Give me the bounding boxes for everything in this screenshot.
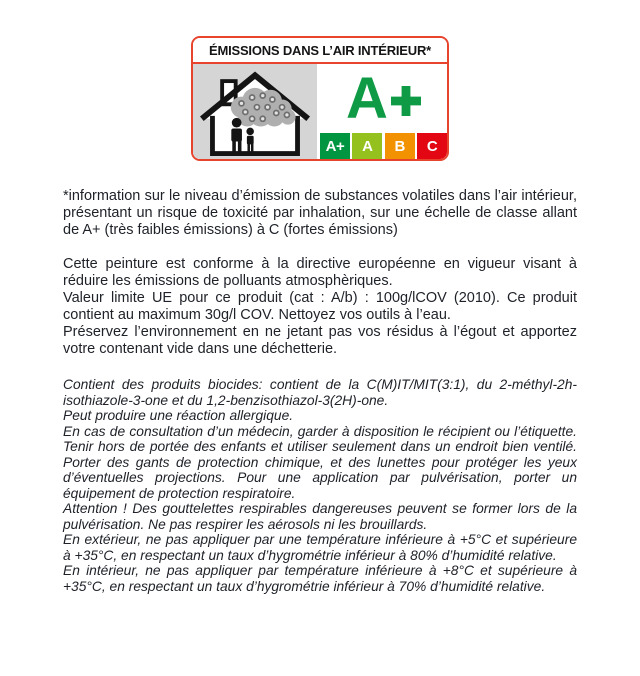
safety-paragraph: Attention ! Des gouttelettes respirables dangereuses peuvent se former lors de la pulvérisation. Ne pas respirer les aérosols ni les brouillards.: [63, 501, 577, 532]
label-title: ÉMISSIONS DANS L’AIR INTÉRIEUR*: [193, 38, 447, 64]
regulatory-paragraph: Valeur limite UE pour ce produit (cat : A/b) : 100g/lCOV (2010). Ce produit contient au maximum 30g/l COV. Nettoyez vos outils à l’eau.: [63, 290, 577, 323]
label-body: [193, 64, 447, 159]
regulatory-paragraph: Préservez l’environnement en ne jetant pas vos résidus à l’égout et apportez votre contenant vide dans une déchetterie.: [63, 324, 577, 357]
safety-paragraph: En extérieur, ne pas appliquer par une température inférieure à +5°C et supérieure à +35°C, en respectant un taux d’hygrométrie inférieur à 80% d’humidité relative.: [63, 532, 577, 563]
scale-grade-a: A: [352, 133, 382, 159]
product-label-page: [0, 36, 640, 676]
rating-panel: [320, 64, 447, 159]
safety-block: [63, 377, 577, 594]
air-emissions-label-wrap: [191, 36, 449, 161]
scale-grade-b: B: [385, 133, 415, 159]
safety-paragraph: En cas de consultation d’un médecin, garder à disposition le récipient ou l’étiquette. Tenir hors de portée des enfants et utiliser seulement dans un endroit bien ventilé. Porter des gants de protection chimique, et des lunettes pour protéger les yeux d’éventuelles projections. Pour une application par pulvérisation, porter un équipement de protection respiratoire.: [63, 423, 577, 501]
rating-letter: A: [346, 66, 386, 132]
air-emissions-label: [191, 36, 449, 161]
rating-display: [320, 64, 447, 133]
label-text-area: [63, 188, 577, 594]
emission-scale: [320, 133, 447, 159]
scale-grade-aplus: A+: [320, 133, 350, 159]
scale-grade-c: C: [417, 133, 447, 159]
footnote-text: *information sur le niveau d’émission de substances volatiles dans l’air intérieur, présentant un risque de toxicité par inhalation, sur une échelle de classe allant de A+ (très faibles émissions) à C (fortes émissions): [63, 188, 577, 238]
house-emissions-icon: [197, 67, 313, 159]
safety-paragraph: Peut produire une réaction allergique.: [63, 408, 294, 423]
regulatory-block: [63, 256, 577, 358]
safety-paragraph: En intérieur, ne pas appliquer par température inférieure à +8°C et supérieure à +35°C, en respectant un taux d’hygrométrie inférieur à 70% d’humidité relative.: [63, 563, 577, 594]
safety-paragraph: Contient des produits biocides: contient de la C(M)IT/MIT(3:1), du 2-méthyl-2h-isothiazole-3-one et du 1,2-benzisothiazol-3(2H)-one.: [63, 377, 577, 408]
regulatory-paragraph: Cette peinture est conforme à la directive européenne en vigueur visant à réduire les émissions de polluants atmosphèriques.: [63, 256, 577, 289]
house-pictogram-panel: [193, 64, 317, 159]
plus-icon: [391, 86, 421, 116]
